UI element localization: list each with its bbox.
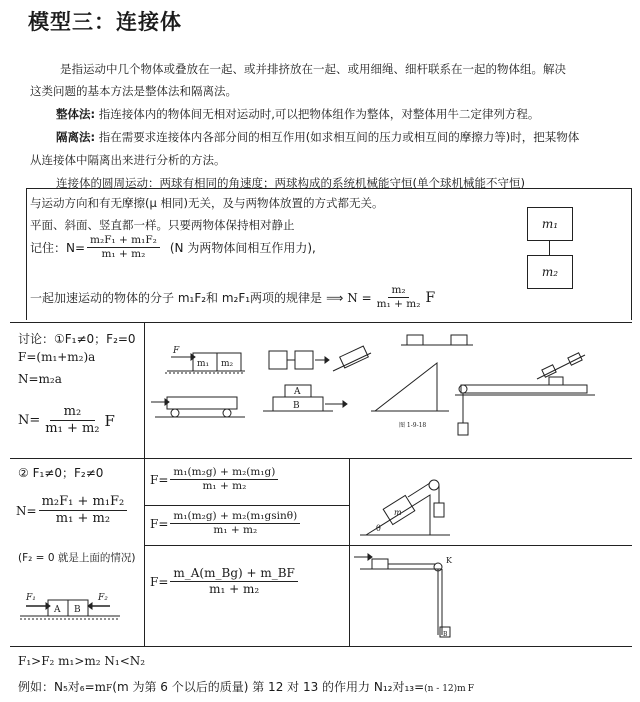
case-2-numerator: m₂F₁ + m₁F₂: [39, 494, 128, 511]
eq-2-fraction: [170, 510, 300, 537]
case-2-formula: [16, 494, 129, 528]
eq-3-denominator: m₁ + m₂: [209, 582, 260, 596]
diagram-caption: 图 1-9-18: [399, 422, 427, 429]
remember-label: 记住：N=: [30, 241, 86, 256]
case-2-fraction: [39, 494, 128, 528]
example-m: m: [94, 680, 107, 694]
eq-3-prefix: F=: [150, 574, 169, 589]
example-numerator: (n - 12)m: [424, 684, 466, 694]
section-2-denominator: m₁ + m₂: [45, 421, 100, 437]
section-2-formula: [18, 404, 115, 438]
isolation-method-2: 从连接体中隔离出来进行分析的方法。: [30, 153, 226, 167]
general-rule-text: 一起加速运动的物体的分子 m₁F₂和 m₂F₁两项的规律是: [30, 291, 323, 306]
a-block-label: A: [54, 605, 61, 615]
isolation-method: [56, 126, 579, 148]
intro-line-1: 是指运动中几个物体或叠放在一起、或并排挤放在一起、或用细绳、细杆联系在一起的物体组。解决: [60, 62, 566, 76]
general-denominator: m₁ + m₂: [376, 298, 421, 311]
section-1-numerator: m₂F₁ + m₁F₂: [87, 234, 160, 248]
section-1-general: 一起加速运动的物体的分子 m₁F₂和 m₂F₁两项的规律是 ⟹ N = $\frac{\text{m₂}}{\text{m₁ + m₂}}$ F: [30, 284, 436, 311]
block-m1-label: m₁: [541, 217, 559, 231]
eq-2-prefix: F=: [150, 516, 169, 531]
diagram-m1-label: m₁: [197, 359, 210, 369]
section-3-divider-1: [144, 458, 145, 646]
diagram-f-label: F: [173, 346, 180, 356]
isolation-method-text: 指在需要求连接体内各部分间的相互作用(如求相互间的压力或相互间的摩擦力等)时，把某物体: [98, 130, 580, 144]
eq-2: [150, 510, 302, 537]
general-numerator: m₂: [388, 284, 408, 298]
f1-label: F₁: [26, 593, 36, 603]
whole-method: [56, 103, 539, 125]
n-label: N=: [18, 413, 41, 429]
eq-1: [150, 466, 280, 493]
eq-1-fraction: [170, 466, 278, 493]
footer-example: 例如：N₅对₆= m F (m 为第 6 个以后的质量) 第 12 对 13 的作用力 N₁₂对₁₃= (n - 12)m F: [18, 680, 474, 694]
connecting-string: [549, 241, 550, 255]
f2-label: F₂: [98, 593, 108, 603]
example-label: 例如：N₅对₆=: [18, 680, 95, 694]
case-2-title: ② F₁≠0；F₂≠0: [18, 466, 104, 480]
page-title: 模型三：连接体: [28, 10, 182, 34]
section-3-row-line-1: [144, 505, 349, 506]
footer-line-1: F₁>F₂ m₁>m₂ N₁<N₂: [18, 654, 146, 668]
ab-push-diagram: [14, 590, 134, 630]
section-1-note: (N 为两物体间相互作用力),: [169, 241, 316, 256]
block-m2-label: m₂: [541, 265, 559, 279]
eq-2-numerator: m₁(m₂g) + m₂(m₁gsinθ): [170, 510, 300, 524]
f-equation: F=(m₁+m₂)a: [18, 350, 96, 364]
block-m1: [527, 207, 573, 241]
section-1-denominator: m₁ + m₂: [101, 248, 146, 261]
section-2-numerator: m₂: [50, 404, 96, 421]
section-1-fraction: [87, 234, 160, 261]
case-2-denominator: m₁ + m₂: [55, 511, 111, 527]
section-1-line-2: 平面、斜面、竖直都一样。只要两物体保持相对静止: [30, 218, 295, 232]
incline-m-label: m: [394, 508, 402, 517]
n-equation: N=m₂a: [18, 372, 62, 386]
section-2-diagrams: [145, 323, 635, 458]
section-3-bottom-border: [10, 646, 632, 647]
implies-arrow-icon: ⟹: [326, 290, 344, 305]
example-f: F: [467, 684, 474, 694]
b-block-label: B: [74, 605, 81, 615]
section-2-tail: F: [104, 411, 115, 430]
case-2-note: (F₂ = 0 就是上面的情况): [18, 552, 136, 564]
block-m2: [527, 255, 573, 289]
whole-method-text: 指连接体内的物体间无相对运动时,可以把物体组作为整体，对整体用牛二定律列方程。: [98, 107, 540, 121]
diagram-a-label: A: [294, 387, 301, 397]
diagram-m2-label: m₂: [221, 359, 234, 369]
eq-3: [150, 566, 300, 597]
eq-3-fraction: [170, 566, 298, 597]
section-2-fraction: [42, 404, 102, 438]
general-fraction: [374, 284, 424, 311]
eq-1-denominator: m₁ + m₂: [202, 480, 247, 493]
eq-2-denominator: m₁ + m₂: [213, 524, 258, 537]
intro-line-2: 这类问题的基本方法是整体法和隔离法。: [30, 84, 237, 98]
discuss-case-1: 讨论：①F₁≠0；F₂=0: [18, 332, 136, 346]
case-2-n-label: N=: [16, 503, 37, 518]
isolation-method-label: 隔离法:: [56, 130, 96, 144]
whole-method-label: 整体法:: [56, 107, 96, 121]
section-3-diagrams: [350, 459, 632, 645]
eq-1-numerator: m₁(m₂g) + m₂(m₁g): [170, 466, 278, 480]
hanging-b-label: B: [443, 631, 448, 638]
section-1-formula: [30, 234, 316, 261]
section-1-line-1: 与运动方向和有无摩擦(μ 相同)无关，及与两物体放置的方式都无关。: [30, 196, 384, 210]
theta-label: θ: [376, 524, 381, 533]
diagram-b-label: B: [293, 401, 300, 411]
eq-3-numerator: m_A(m_Bg) + m_BF: [170, 566, 298, 582]
circle-motion: 连接体的圆周运动：两球有相同的角速度；两球构成的系统机械能守恒(单个球机械能不守恒): [56, 176, 525, 190]
k-label: K: [446, 556, 452, 565]
example-text: (m 为第 6 个以后的质量) 第 12 对 13 的作用力 N₁₂对₁₃=: [112, 680, 425, 694]
eq-1-prefix: F=: [150, 472, 169, 487]
